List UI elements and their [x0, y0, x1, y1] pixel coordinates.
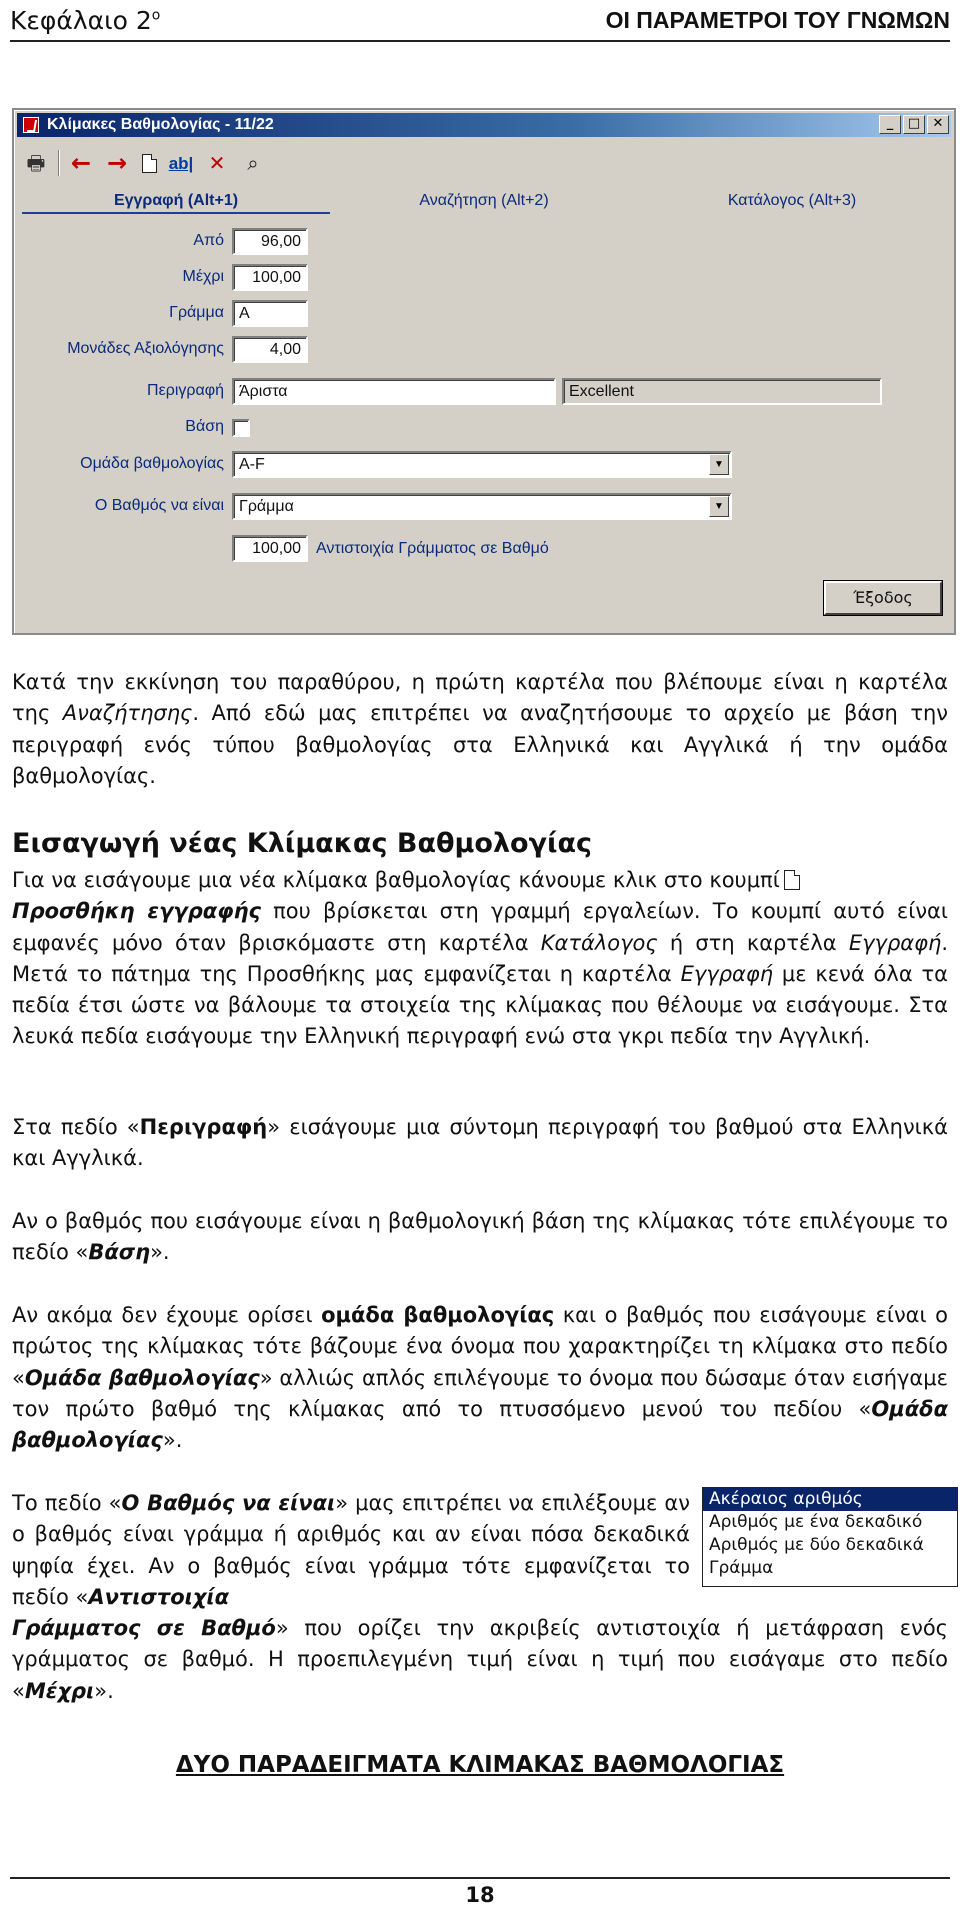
letter-label: Γράμμα — [169, 304, 224, 321]
close-button[interactable]: ✕ — [927, 115, 949, 134]
list-item[interactable]: Αριθμός με ένα δεκαδικό — [709, 1512, 923, 1532]
base-checkbox[interactable] — [232, 419, 250, 437]
paragraph-base: Αν ο βαθμός που εισάγουμε είναι η βαθμολογική βάση της κλίμακας τότε επιλέγουμε το πεδίο «Βάση». — [12, 1209, 948, 1265]
maximize-button[interactable]: □ — [903, 115, 925, 134]
print-icon[interactable]: 🖶 — [26, 151, 46, 175]
section-heading: Εισαγωγή νέας Κλίμακας Βαθμολογίας — [12, 828, 593, 859]
grade-is-value: Γράμμα — [239, 498, 294, 515]
tab-record[interactable]: Εγγραφή (Alt+1) — [22, 188, 330, 214]
examples-title: ΔΥΟ ΠΑΡΑΔΕΙΓΜΑΤΑ ΚΛΙΜΑΚΑΣ ΒΑΘΜΟΛΟΓΙΑΣ — [175, 1752, 785, 1778]
description-greek-field[interactable]: Άριστα — [232, 378, 556, 405]
next-arrow-icon[interactable]: → — [106, 149, 128, 177]
grading-scales-window — [12, 108, 956, 635]
paragraph-description: Στα πεδίο «Περιγραφή» εισάγουμε μια σύντομη περιγραφή του βαθμού στα Ελληνικά και Αγγλικά. — [12, 1115, 949, 1171]
evaluation-units-label: Μονάδες Αξιολόγησης — [67, 340, 224, 357]
binoculars-icon[interactable]: ⌕ — [247, 151, 259, 175]
paragraph-grading-group: Αν ακόμα δεν έχουμε ορίσει ομάδα βαθμολογίας και ο βαθμός που εισάγουμε είναι ο πρώτος της κλίμακας τότε βάζουμε ένα όνομα που χαρακτηρίζει τη κλίμακα στο πεδίο «Ομάδα βαθμολογίας» αλλιώς απλός επιλέγουμε το όνομα που δώσαμε όταν εισήγαμε τον πρώτο βαθμό της κλίμακας από το πτυσσόμενο μενού του πεδίου «Ομάδα βαθμολογίας». — [12, 1303, 948, 1453]
chevron-down-icon[interactable]: ▼ — [709, 454, 729, 475]
grade-type-listbox — [702, 1487, 958, 1587]
description-label: Περιγραφή — [147, 382, 224, 399]
tab-catalog[interactable]: Κατάλογος (Alt+3) — [727, 192, 857, 209]
to-field[interactable]: 100,00 — [232, 264, 308, 291]
evaluation-units-field[interactable]: 4,00 — [232, 336, 308, 363]
grading-group-combo[interactable] — [232, 451, 732, 478]
paragraph-new-scale: Για να εισάγουμε μια νέα κλίμακα βαθμολογίας κάνουμε κλικ στο κουμπί Προσθήκη εγγραφής που βρίσκεται στη γραμμή εργαλείων. Το κουμπί αυτό είναι εμφανές μόνο όταν βρισκόμαστε στη καρτέλα Κατάλογος ή στη καρτέλα Εγγραφή. Μετά το πάτημα της Προσθήκης μας εμφανίζεται η καρτέλα Εγγραφή με κενά όλα τα πεδία έτσι ώστε να βάλουμε τα στοιχεία της κλίμακας που θέλουμε να εισάγουμε. Στα λευκά πεδία εισάγουμε την Ελληνική περιγραφή ενώ στα γκρι πεδία την Αγγλική. — [12, 868, 948, 1049]
from-field[interactable]: 96,00 — [232, 228, 308, 255]
chapter-label: Κεφάλαιο $2^o$ — [10, 5, 161, 35]
list-item[interactable]: Γράμμα — [709, 1558, 774, 1578]
page-header — [10, 0, 950, 42]
base-label: Βάση — [185, 418, 224, 435]
minimize-button[interactable]: _ — [879, 115, 901, 134]
to-label: Μέχρι — [182, 268, 224, 285]
delete-icon[interactable]: ✕ — [208, 151, 226, 175]
description-english-field[interactable]: Excellent — [562, 378, 882, 405]
running-title: ΟΙ ΠΑΡΑΜΕΤΡΟΙ ΤΟΥ ΓΝΩΜΩΝ — [605, 6, 950, 33]
list-item[interactable]: Ακέραιος αριθμός — [703, 1488, 957, 1511]
exit-button[interactable]: Έξοδος — [824, 581, 942, 615]
footer-divider — [10, 1877, 950, 1879]
from-label: Από — [193, 232, 224, 249]
page-number: 18 — [465, 1883, 495, 1907]
letter-to-grade-field[interactable]: 100,00 — [232, 535, 308, 562]
paragraph-intro: Κατά την εκκίνηση του παραθύρου, η πρώτη καρτέλα που βλέπουμε είναι η καρτέλα της Αναζήτησης. Από εδώ μας επιτρέπει να αναζητήσουμε το αρχείο με βάση την περιγραφή ενός τύπου βαθμολογίας στα Ελληνικά και Αγγλικά ή την ομάδα βαθμολογίας. — [12, 670, 949, 788]
paragraph-grade-type-part2: Γράμματος σε Βαθμό» που ορίζει την ακριβείς αντιστοιχία ή μετάφραση ενός γράμματος σε βαθμό. Η προεπιλεγμένη τιμή είναι η τιμή που εισάγαμε στο πεδίο «Μέχρι». — [12, 1616, 948, 1703]
grade-is-combo[interactable] — [232, 493, 732, 520]
tab-search[interactable]: Αναζήτηση (Alt+2) — [419, 192, 549, 209]
grading-group-label: Ομάδα βαθμολογίας — [80, 455, 224, 472]
grade-is-label: Ο Βαθμός να είναι — [94, 497, 224, 514]
paragraph-grade-type-part1: Το πεδίο «Ο Βαθμός να είναι» μας επιτρέπει να επιλέξουμε αν ο βαθμός είναι γράμμα ή αριθμός και αν είναι πόσα δεκαδικά ψηφία έχει. Αν ο βαθμός είναι γράμμα τότε εμφανίζεται το πεδίο «Αντιστοιχία — [12, 1491, 691, 1609]
previous-arrow-icon[interactable]: ← — [70, 149, 92, 177]
letter-to-grade-label: Αντιστοιχία Γράμματος σε Βαθμό — [316, 540, 549, 557]
letter-field[interactable]: A — [232, 300, 308, 327]
new-document-icon — [784, 870, 800, 890]
chevron-down-icon[interactable]: ▼ — [709, 496, 729, 517]
record-form — [14, 110, 954, 633]
list-item[interactable]: Αριθμός με δύο δεκαδικά — [709, 1535, 924, 1555]
grading-group-value: A-F — [239, 456, 265, 473]
edit-icon[interactable]: ab| — [168, 153, 194, 173]
window-title: Κλίμακες Βαθμολογίας - 11/22 — [47, 116, 274, 133]
